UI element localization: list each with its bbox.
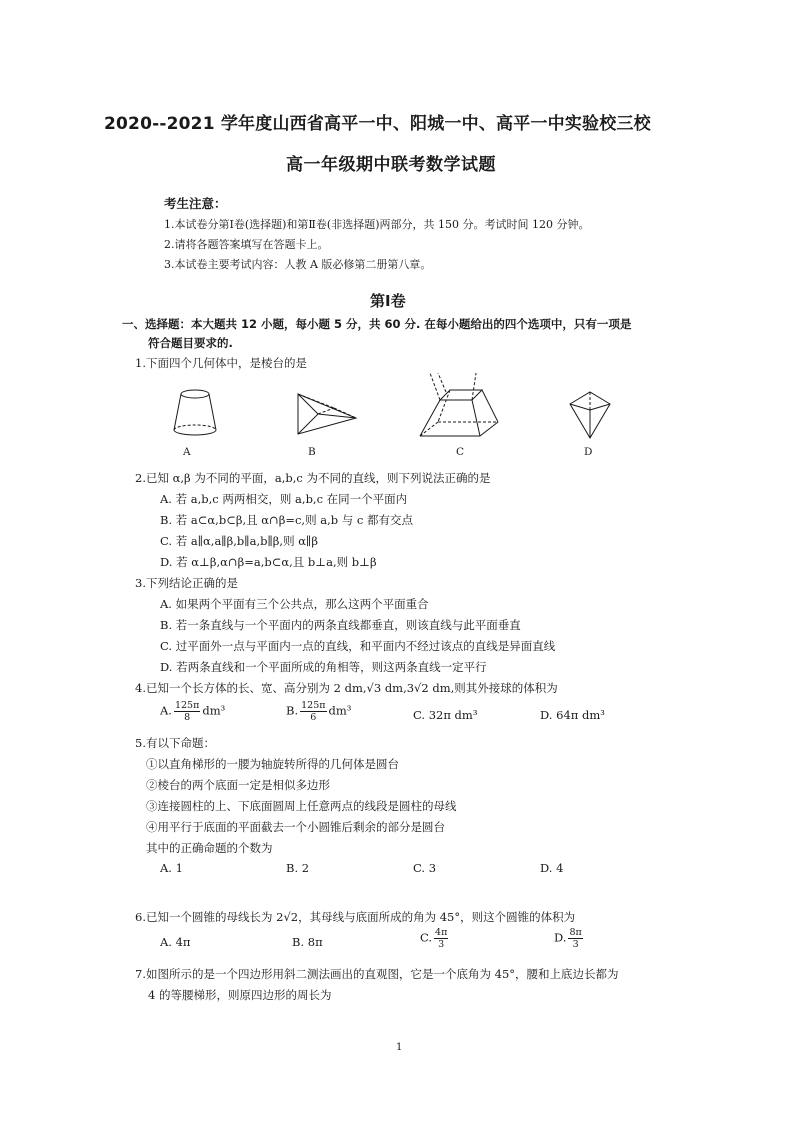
- notice-title: 考生注意：: [164, 196, 227, 211]
- question-6-option-a: A. 4π: [160, 935, 191, 949]
- frustum-cone-figure: [170, 384, 220, 440]
- figure-label-d: D: [584, 446, 593, 458]
- question-4-option-a: A. $\frac{125\pi}{8}$ dm³: [160, 700, 226, 723]
- question-2-option-a: A. 若 a,b,c 两两相交，则 a,b,c 在同一个平面内: [160, 492, 408, 506]
- question-6-stem: 6.已知一个圆锥的母线长为 2√2，其母线与底面所成的角为 45°，则这个圆锥的体积为: [135, 910, 576, 924]
- page-number: 1: [396, 1042, 403, 1053]
- question-5-item-4: ④用平行于底面的平面截去一个小圆锥后剩余的部分是圆台: [146, 820, 445, 834]
- section-instruction-line1: 一、选择题：本大题共 12 小题，每小题 5 分，共 60 分. 在每小题给出的四个选项中，只有一项是: [122, 317, 632, 331]
- question-7-line1: 7.如图所示的是一个四边形用斜二测法画出的直观图，它是一个底角为 45°，腰和上底边长都为: [135, 967, 619, 981]
- document-title-line1: 2020--2021 学年度山西省高平一中、阳城一中、高平一中实验校三校: [104, 114, 651, 134]
- question-5-question: 其中的正确命题的个数为: [146, 841, 273, 855]
- question-5-option-b: B. 2: [286, 861, 310, 875]
- question-4-option-b: B. $\frac{125\pi}{6}$ dm³: [286, 700, 352, 723]
- document-title-line2: 高一年级期中联考数学试题: [286, 155, 496, 175]
- question-3-option-b: B. 若一条直线与一个平面内的两条直线都垂直，则该直线与此平面垂直: [160, 618, 521, 632]
- question-4-stem: 4.已知一个长方体的长、宽、高分别为 2 dm,√3 dm,3√2 dm,则其外接球的体积为: [135, 681, 558, 695]
- inverted-pyramid-figure: [566, 388, 614, 442]
- notice-item-1: 1.本试卷分第Ⅰ卷(选择题)和第Ⅱ卷(非选择题)两部分，共 150 分。考试时间 120 分钟。: [164, 218, 590, 231]
- question-6-option-c: C. $\frac{4\pi}{3}$: [420, 927, 448, 950]
- question-2-option-b: B. 若 a⊂α,b⊂β,且 α∩β=c,则 a,b 与 c 都有交点: [160, 513, 414, 527]
- question-1-stem: 1.下面四个几何体中，是棱台的是: [135, 356, 307, 370]
- question-5-option-c: C. 3: [413, 861, 437, 875]
- notice-item-2: 2.请将各题答案填写在答题卡上。: [164, 238, 329, 251]
- question-3-option-c: C. 过平面外一点与平面内一点的直线，和平面内不经过该点的直线是异面直线: [160, 639, 556, 653]
- section-title: 第Ⅰ卷: [370, 292, 406, 310]
- question-6-option-d: D. $\frac{8\pi}{3}$: [554, 927, 582, 950]
- prism-frustum-figure: [410, 370, 502, 442]
- figure-label-c: C: [456, 446, 465, 458]
- question-3-option-a: A. 如果两个平面有三个公共点，那么这两个平面重合: [160, 597, 429, 611]
- question-7-line2: 4 的等腰梯形，则原四边形的周长为: [148, 988, 332, 1002]
- question-2-option-c: C. 若 a∥α,a∥β,b∥a,b∥β,则 α∥β: [160, 534, 318, 548]
- notice-item-3: 3.本试卷主要考试内容：人教 A 版必修第二册第八章。: [164, 258, 432, 271]
- question-2-stem: 2.已知 α,β 为不同的平面，a,b,c 为不同的直线，则下列说法正确的是: [135, 471, 491, 485]
- question-4-option-d: D. 64π dm³: [540, 708, 605, 722]
- question-2-option-d: D. 若 α⊥β,α∩β=a,b⊂α,且 b⊥a,则 b⊥β: [160, 555, 377, 569]
- section-instruction-line2: 符合题目要求的.: [148, 336, 233, 350]
- question-4-option-c: C. 32π dm³: [413, 708, 478, 722]
- question-5-item-2: ②棱台的两个底面一定是相似多边形: [146, 778, 330, 792]
- question-5-item-1: ①以直角梯形的一腰为轴旋转所得的几何体是圆台: [146, 757, 399, 771]
- figure-label-b: B: [308, 446, 316, 458]
- figure-label-a: A: [183, 446, 191, 458]
- question-5-option-d: D. 4: [540, 861, 564, 875]
- question-5-option-a: A. 1: [160, 861, 183, 875]
- question-3-stem: 3.下列结论正确的是: [135, 576, 238, 590]
- question-5-item-3: ③连接圆柱的上、下底面圆周上任意两点的线段是圆柱的母线: [146, 799, 457, 813]
- pyramid-figure: [294, 390, 360, 438]
- question-6-option-b: B. 8π: [292, 935, 323, 949]
- question-3-option-d: D. 若两条直线和一个平面所成的角相等，则这两条直线一定平行: [160, 660, 487, 674]
- question-5-stem: 5.有以下命题：: [135, 736, 215, 750]
